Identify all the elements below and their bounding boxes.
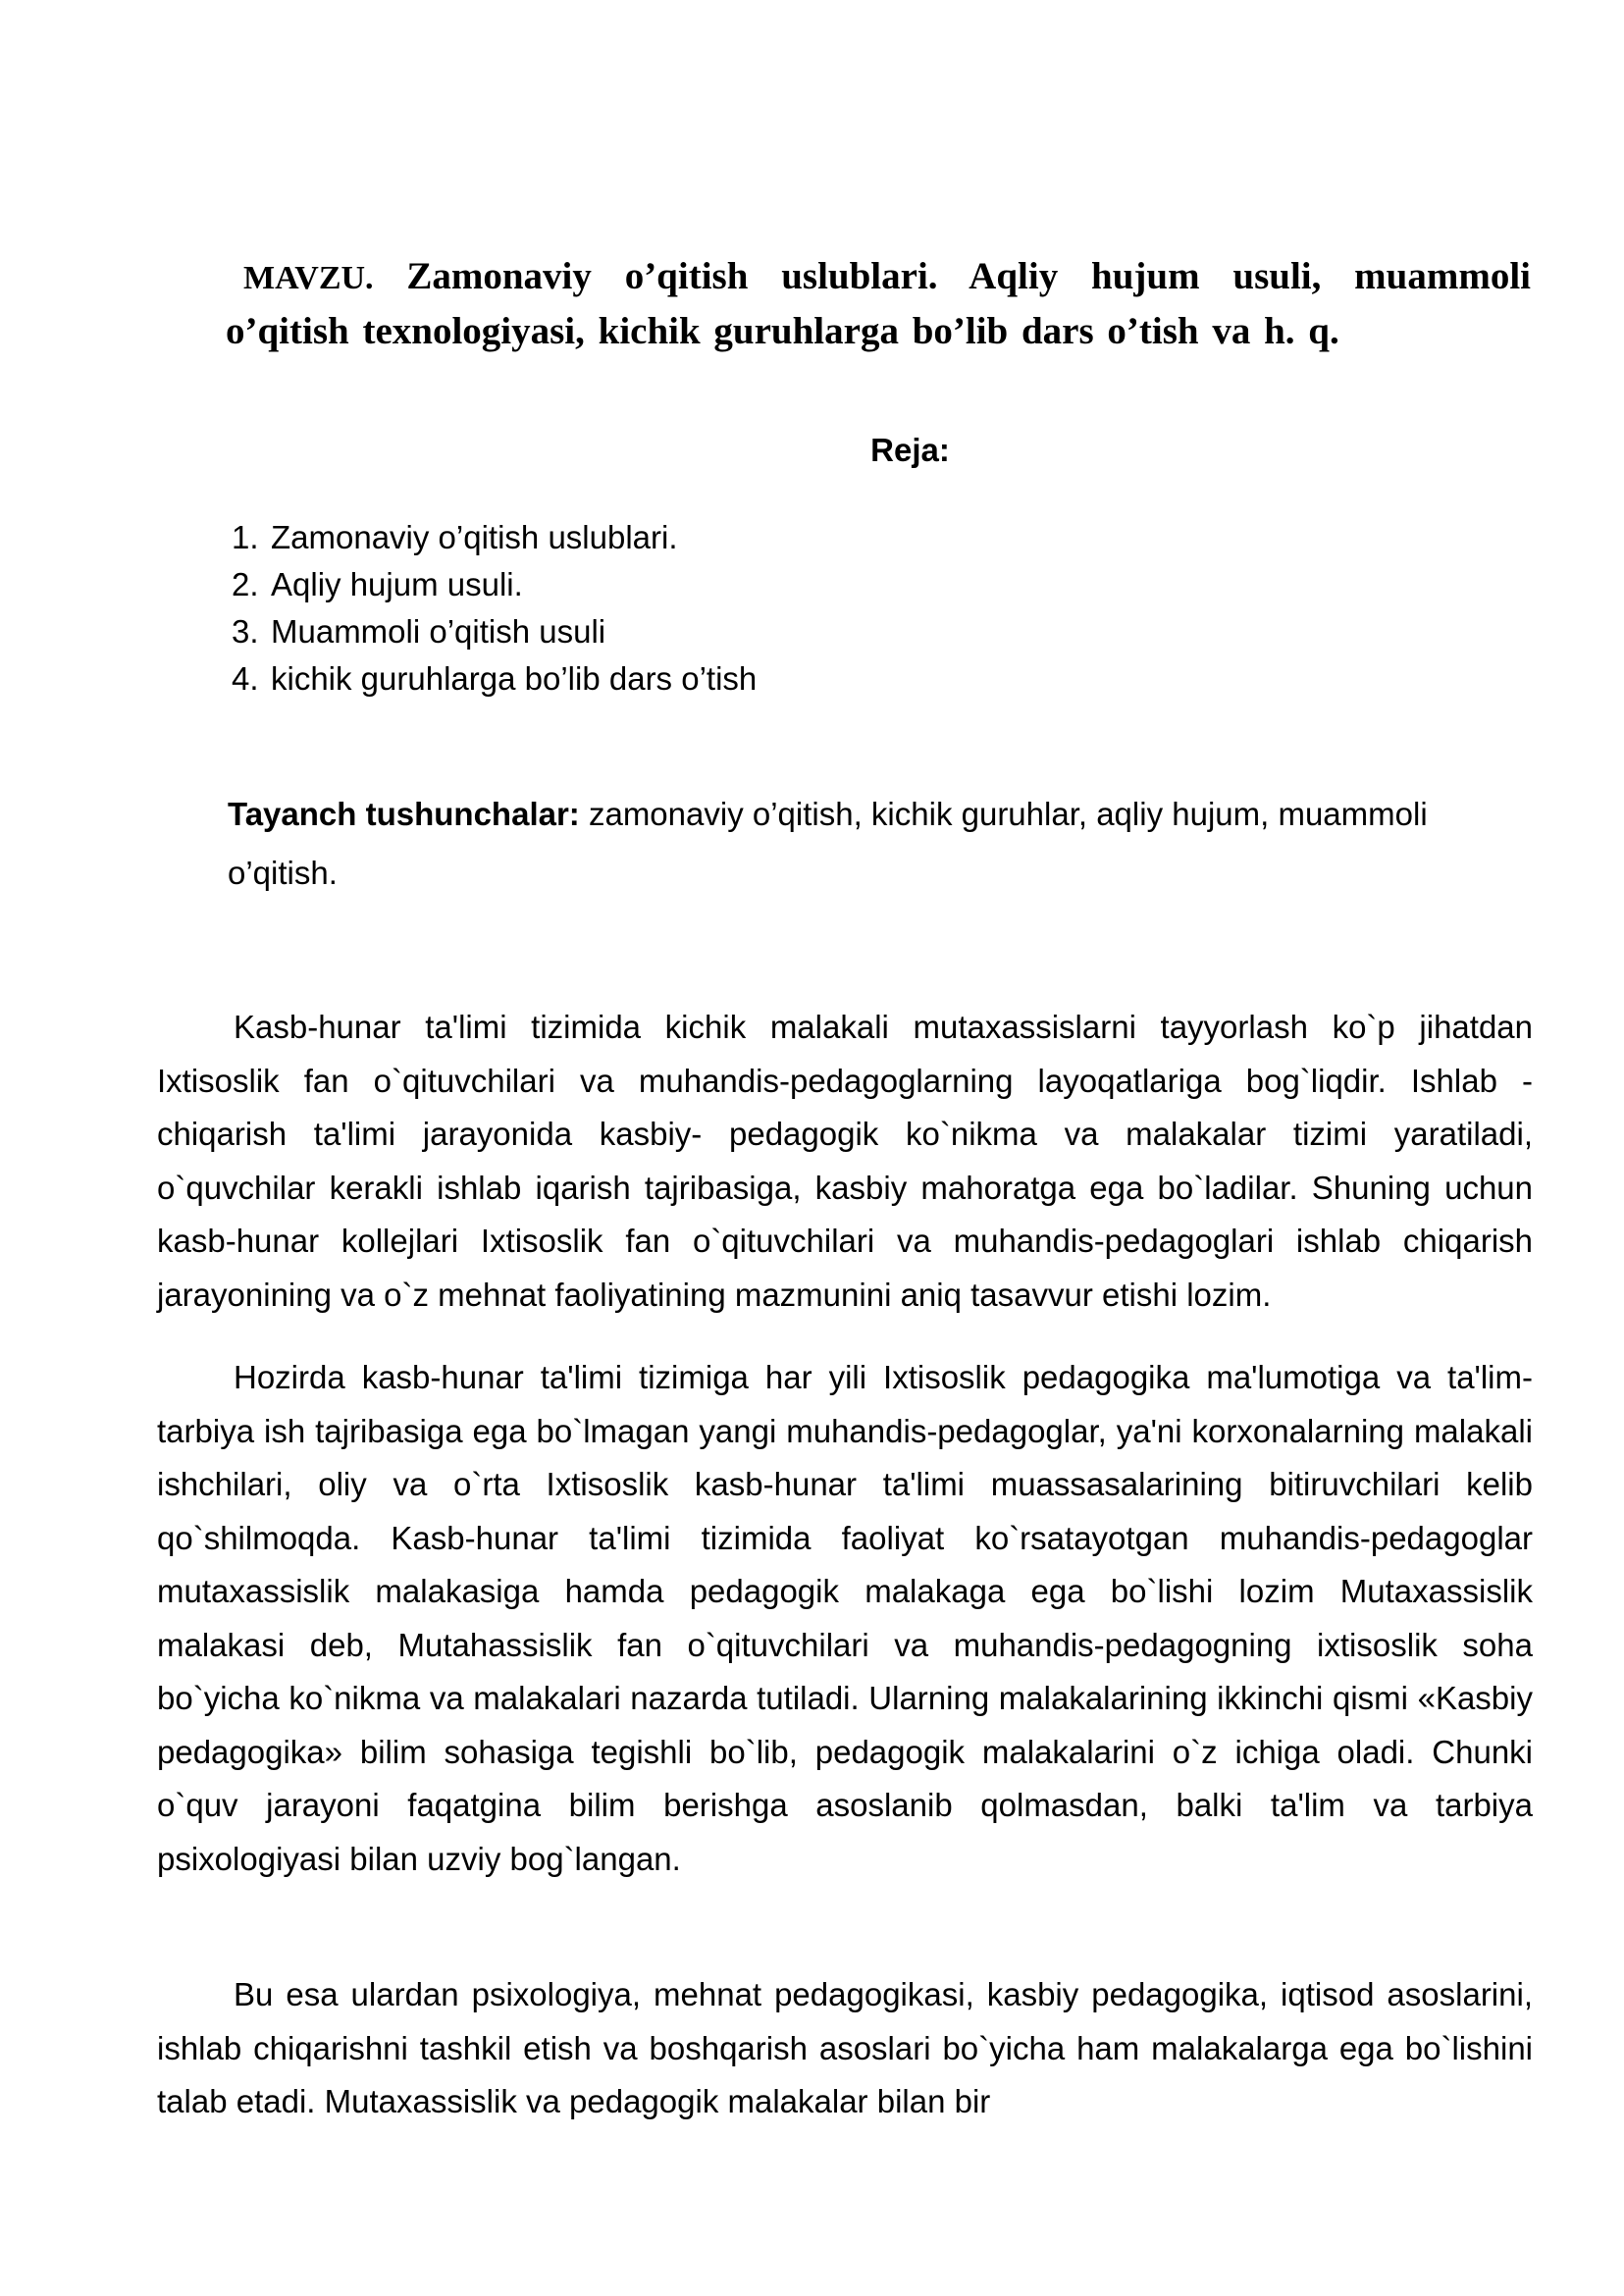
plan-item-text: Muammoli o’qitish usuli xyxy=(271,613,606,650)
plan-item xyxy=(232,514,757,561)
topic-title-line-2: o’qitish texnologiyasi, kichik guruhlarga bo’lib dars o’tish va h. q. xyxy=(226,310,1339,352)
plan-item-number: 3. xyxy=(232,613,259,650)
topic-title xyxy=(226,250,1531,358)
body-paragraph-1: Kasb-hunar ta'limi tizimida kichik malakali mutaxassislarni tayyorlash ko`p jihatdan Ixtisoslik fan o`qituvchilari va muhandis-pedagoglarning layoqatlariga bog`liqdir. Ishlab - chiqarish ta'limi jarayonida kasbiy- pedagogik ko`nikma va malakalar tizimi yaratiladi, o`quvchilar kerakli ishlab iqarish tajribasiga, kasbiy mahoratga ega bo`ladilar. Shuning uchun kasb-hunar kollejlari Ixtisoslik fan o`qituvchilari va muhandis-pedagoglari ishlab chiqarish jarayonining va o`z mehnat faoliyatining mazmunini aniq tasavvur etishi lozim. xyxy=(157,1009,1533,1313)
body-paragraph-2: Hozirda kasb-hunar ta'limi tizimiga har yili Ixtisoslik pedagogika ma'lumotiga va ta'lim-tarbiya ish tajribasiga ega bo`lmagan yangi muhandis-pedagoglar, ya'ni korxonalarning malakali ishchilari, oliy va o`rta Ixtisoslik kasb-hunar ta'limi muassasalarining bitiruvchilari kelib qo`shilmoqda. Kasb-hunar ta'limi tizimida faoliyat ko`rsatayotgan muhandis-pedagoglar mutaxassislik malakasiga hamda pedagogik malakaga ega bo`lishi lozim Mutaxassislik malakasi deb, Mutahassislik fan o`qituvchilari va muhandis-pedagogning ixtisoslik soha bo`yicha ko`nikma va malakalari nazarda tutiladi. Ularning malakalarining ikkinchi qismi «Kasbiy pedagogika» bilim sohasiga tegishli bo`lib, pedagogik malakalarini o`z ichiga oladi. Chunki o`quv jarayoni faqatgina bilim berishga asoslanib qolmasdan, balki ta'lim va tarbiya psixologiyasi bilan uzviy bog`langan. xyxy=(157,1359,1533,1877)
plan-item xyxy=(232,655,757,703)
plan-item-text: Zamonaviy o’qitish uslublari. xyxy=(271,519,678,555)
topic-title-text-1: Zamonaviy o’qitish uslublari. Aqliy hujum usuli, muammoli xyxy=(406,255,1531,297)
plan-item-text: kichik guruhlarga bo’lib dars o’tish xyxy=(271,660,758,697)
plan-heading: Reja: xyxy=(870,432,950,468)
topic-title-line-1 xyxy=(226,250,1531,305)
key-concepts-text: zamonaviy o’qitish, kichik guruhlar, aqliy hujum, muammoli o’qitish. xyxy=(228,796,1428,891)
key-concepts-label: Tayanch tushunchalar: xyxy=(228,796,580,832)
plan-item-number: 2. xyxy=(232,566,259,602)
plan-item-number: 4. xyxy=(232,660,259,697)
key-concepts xyxy=(228,785,1533,903)
body-paragraph-3: Bu esa ulardan psixologiya, mehnat pedagogikasi, kasbiy pedagogika, iqtisod asoslarini, ishlab chiqarishni tashkil etish va boshqarish asoslari bo`yicha ham malakalarga ega bo`lishini talab etadi. Mutaxassislik va pedagogik malakalar bilan bir xyxy=(157,1976,1533,2119)
plan-list xyxy=(232,514,757,703)
plan-item xyxy=(232,608,757,655)
topic-label: MAVZU. xyxy=(243,260,374,296)
plan-item-text: Aqliy hujum usuli. xyxy=(271,566,523,602)
plan-item xyxy=(232,561,757,608)
plan-item-number: 1. xyxy=(232,519,259,555)
